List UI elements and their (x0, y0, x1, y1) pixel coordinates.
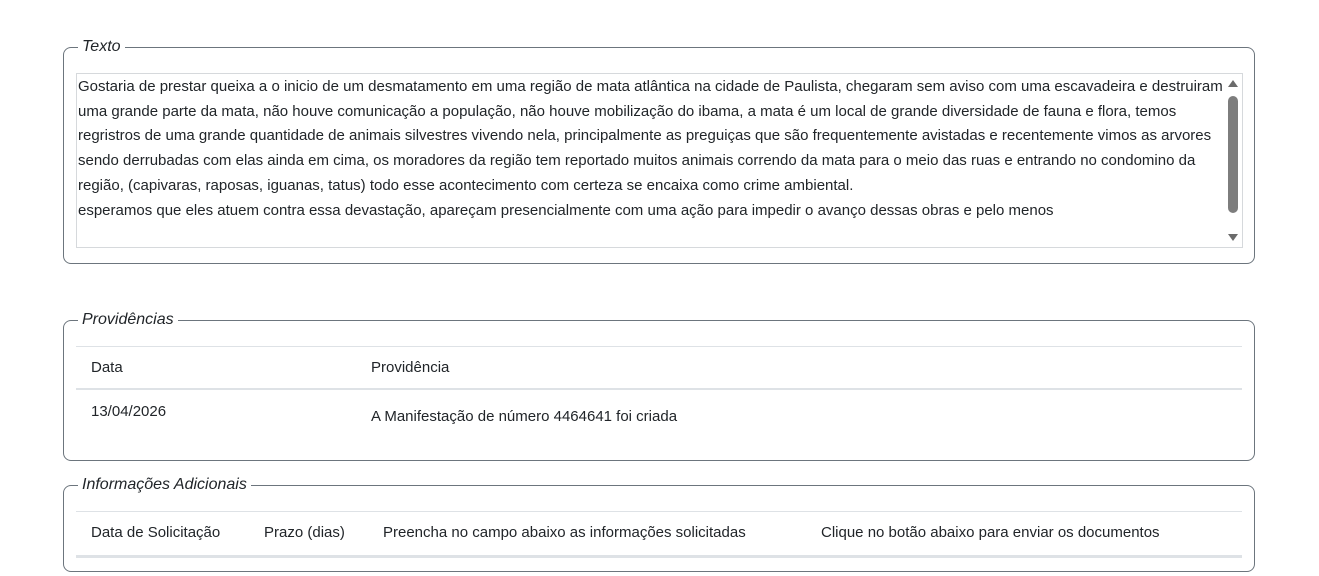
column-header-data-solicitacao: Data de Solicitação (91, 524, 221, 541)
scroll-up-icon[interactable] (1228, 80, 1238, 87)
informacoes-table (76, 511, 1242, 558)
scroll-thumb[interactable] (1228, 96, 1238, 213)
texto-legend: Texto (82, 38, 121, 55)
providencias-table (76, 346, 1242, 440)
providencias-table-header (76, 346, 1242, 390)
texto-textarea[interactable] (76, 73, 1243, 248)
scroll-down-icon[interactable] (1228, 234, 1238, 241)
informacoes-table-header (76, 511, 1242, 558)
informacoes-adicionais-legend: Informações Adicionais (82, 476, 247, 493)
column-header-clique: Clique no botão abaixo para enviar os documentos (821, 524, 1160, 541)
row-data: 13/04/2026 (91, 403, 167, 420)
texto-scrollbar[interactable] (1225, 75, 1241, 246)
providencias-fieldset (63, 311, 1255, 461)
informacoes-adicionais-fieldset (63, 476, 1255, 572)
providencias-legend: Providências (82, 311, 174, 328)
column-header-providencia: Providência (371, 359, 450, 376)
texto-content: Gostaria de prestar queixa a o inicio de um desmatamento em uma região de mata atlântica na cidade de Paulista, chegaram sem aviso com uma escavadeira e destruiram uma grande parte da mata, não houve comunicação a população, não houve mobilização do ibama, a mata é um local de grande diversidade de fauna e flora, temos regristros de uma grande quantidade de animais silvestres vivendo nela, principalmente as preguiças que são frequentemente avistadas e recentemente vimos as arvores sendo derrubadas com elas ainda em cima, os moradores da região tem reportado muitos animais correndo da mata para o meio das ruas e entrando no condomino da região, (capivaras, raposas, iguanas, tatus) todo esse acontecimento com certeza se encaixa como crime ambiental. esperamos que eles atuem contra essa devastação, apareçam presencialmente com uma ação para impedir o avanço dessas obras e pelo menos (78, 78, 1223, 219)
texto-fieldset (63, 38, 1255, 264)
column-header-data: Data (91, 359, 123, 376)
row-providencia: A Manifestação de número 4464641 foi criada (371, 408, 678, 425)
column-header-preencha: Preencha no campo abaixo as informações solicitadas (383, 524, 746, 541)
table-row (76, 390, 1242, 440)
column-header-prazo: Prazo (dias) (264, 524, 345, 541)
